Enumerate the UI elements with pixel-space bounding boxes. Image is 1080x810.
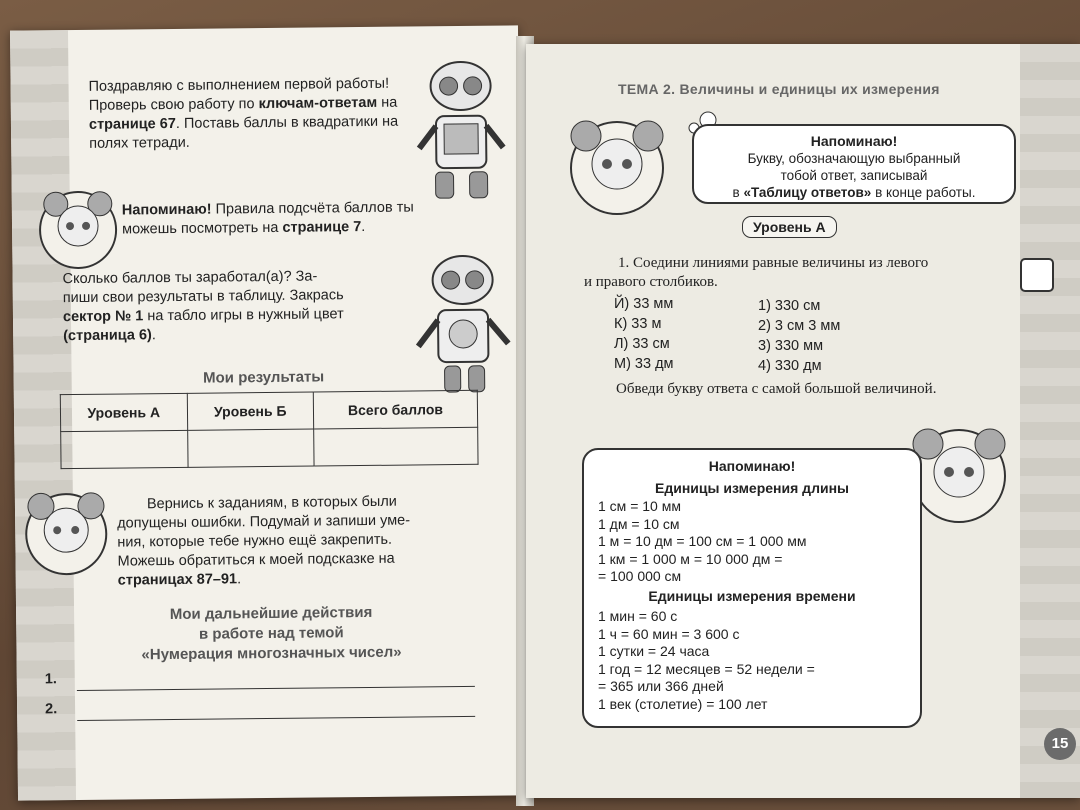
memo-title: Напоминаю! [708, 458, 796, 474]
robot-illustration-2 [407, 247, 519, 398]
reminder-bubble [692, 124, 1016, 204]
page-margin-band [1020, 44, 1080, 798]
left-column-item: М) 33 дм [614, 356, 674, 372]
reminder-paragraph: Напоминаю! Правила подсчёта баллов ты можешь посмотреть на странице 7. [121, 199, 414, 238]
results-cell-level-b[interactable] [187, 429, 314, 467]
actions-title: Мои дальнейшие действия в работе над темой «Нумерация многозначных чисел» [141, 603, 402, 664]
right-column-item: 4) 330 дм [758, 358, 822, 374]
left-page [10, 25, 526, 800]
results-cell-level-a[interactable] [61, 430, 188, 468]
left-column-list [614, 294, 674, 374]
bubble-title: Напоминаю! [810, 133, 898, 149]
girl-illustration [38, 180, 119, 281]
time-title: Единицы измерения времени [648, 588, 856, 604]
score-checkbox[interactable] [1020, 258, 1054, 292]
time-list: 1 мин = 60 с 1 ч = 60 мин = 3 600 с 1 сутки = 24 часа 1 год = 12 месяцев = 52 недели = = 365 или 366 дней 1 век (столетие) = 100 лет [598, 608, 815, 712]
girl-illustration-2 [21, 478, 112, 589]
left-column-item: Л) 33 см [614, 336, 670, 352]
results-header: Уровень А [60, 393, 187, 431]
instruction-text: Обведи букву ответа с самой большой величиной. [616, 381, 937, 397]
score-paragraph: Сколько баллов ты заработал(а)? За- пиши свои результаты в таблицу. Закрась сектор № 1 на табло игры в нужный цвет (страница 6). [62, 268, 344, 345]
results-title: Мои результаты [203, 368, 325, 387]
page-number: 15 [1044, 728, 1076, 760]
task-text: 1. Соедини линиями равные величины из левого и правого столбиков. [584, 255, 929, 290]
right-column-list [758, 296, 840, 376]
line-number-1: 1. [44, 671, 57, 688]
robot-illustration [410, 55, 512, 206]
right-column-item: 2) 3 см 3 мм [758, 318, 841, 334]
girl-illustration-3 [562, 106, 672, 226]
level-badge: Уровень А [742, 216, 837, 238]
right-column-item: 3) 330 мм [758, 338, 824, 354]
bubble-text: Букву, обозначающую выбранный тобой ответ, записывай в «Таблицу ответов» в конце работы. [732, 151, 976, 200]
length-title: Единицы измерения длины [655, 480, 849, 496]
memo-box [582, 448, 922, 728]
line-number-2: 2. [45, 701, 58, 718]
return-paragraph: Вернись к заданиям, в которых были допущены ошибки. Подумай и запиши уме- ния, которые тебе нужно ещё закрепить. Можешь обратиться к моей подсказке на страницах 87–91. [117, 493, 411, 589]
results-table [60, 390, 479, 469]
results-cell-total[interactable] [314, 427, 478, 466]
answer-line-1[interactable] [77, 686, 475, 691]
left-column-item: К) 33 м [614, 316, 662, 332]
results-header: Уровень Б [187, 392, 314, 430]
results-header: Всего баллов [313, 390, 477, 429]
right-page [526, 44, 1080, 798]
topic-heading: ТЕМА 2. Величины и единицы их измерения [618, 81, 940, 97]
left-column-item: Й) 33 мм [614, 296, 674, 312]
answer-line-2[interactable] [77, 716, 475, 721]
right-column-item: 1) 330 см [758, 298, 821, 314]
length-list: 1 см = 10 мм 1 дм = 10 см 1 м = 10 дм = 100 см = 1 000 мм 1 км = 1 000 м = 10 000 дм = = 100 000 см [598, 498, 807, 584]
intro-paragraph: Поздравляю с выполнением первой работы! Проверь свою работу по ключам-ответам на странице 67. Поставь баллы в квадратики на полях тетради. [88, 75, 399, 152]
